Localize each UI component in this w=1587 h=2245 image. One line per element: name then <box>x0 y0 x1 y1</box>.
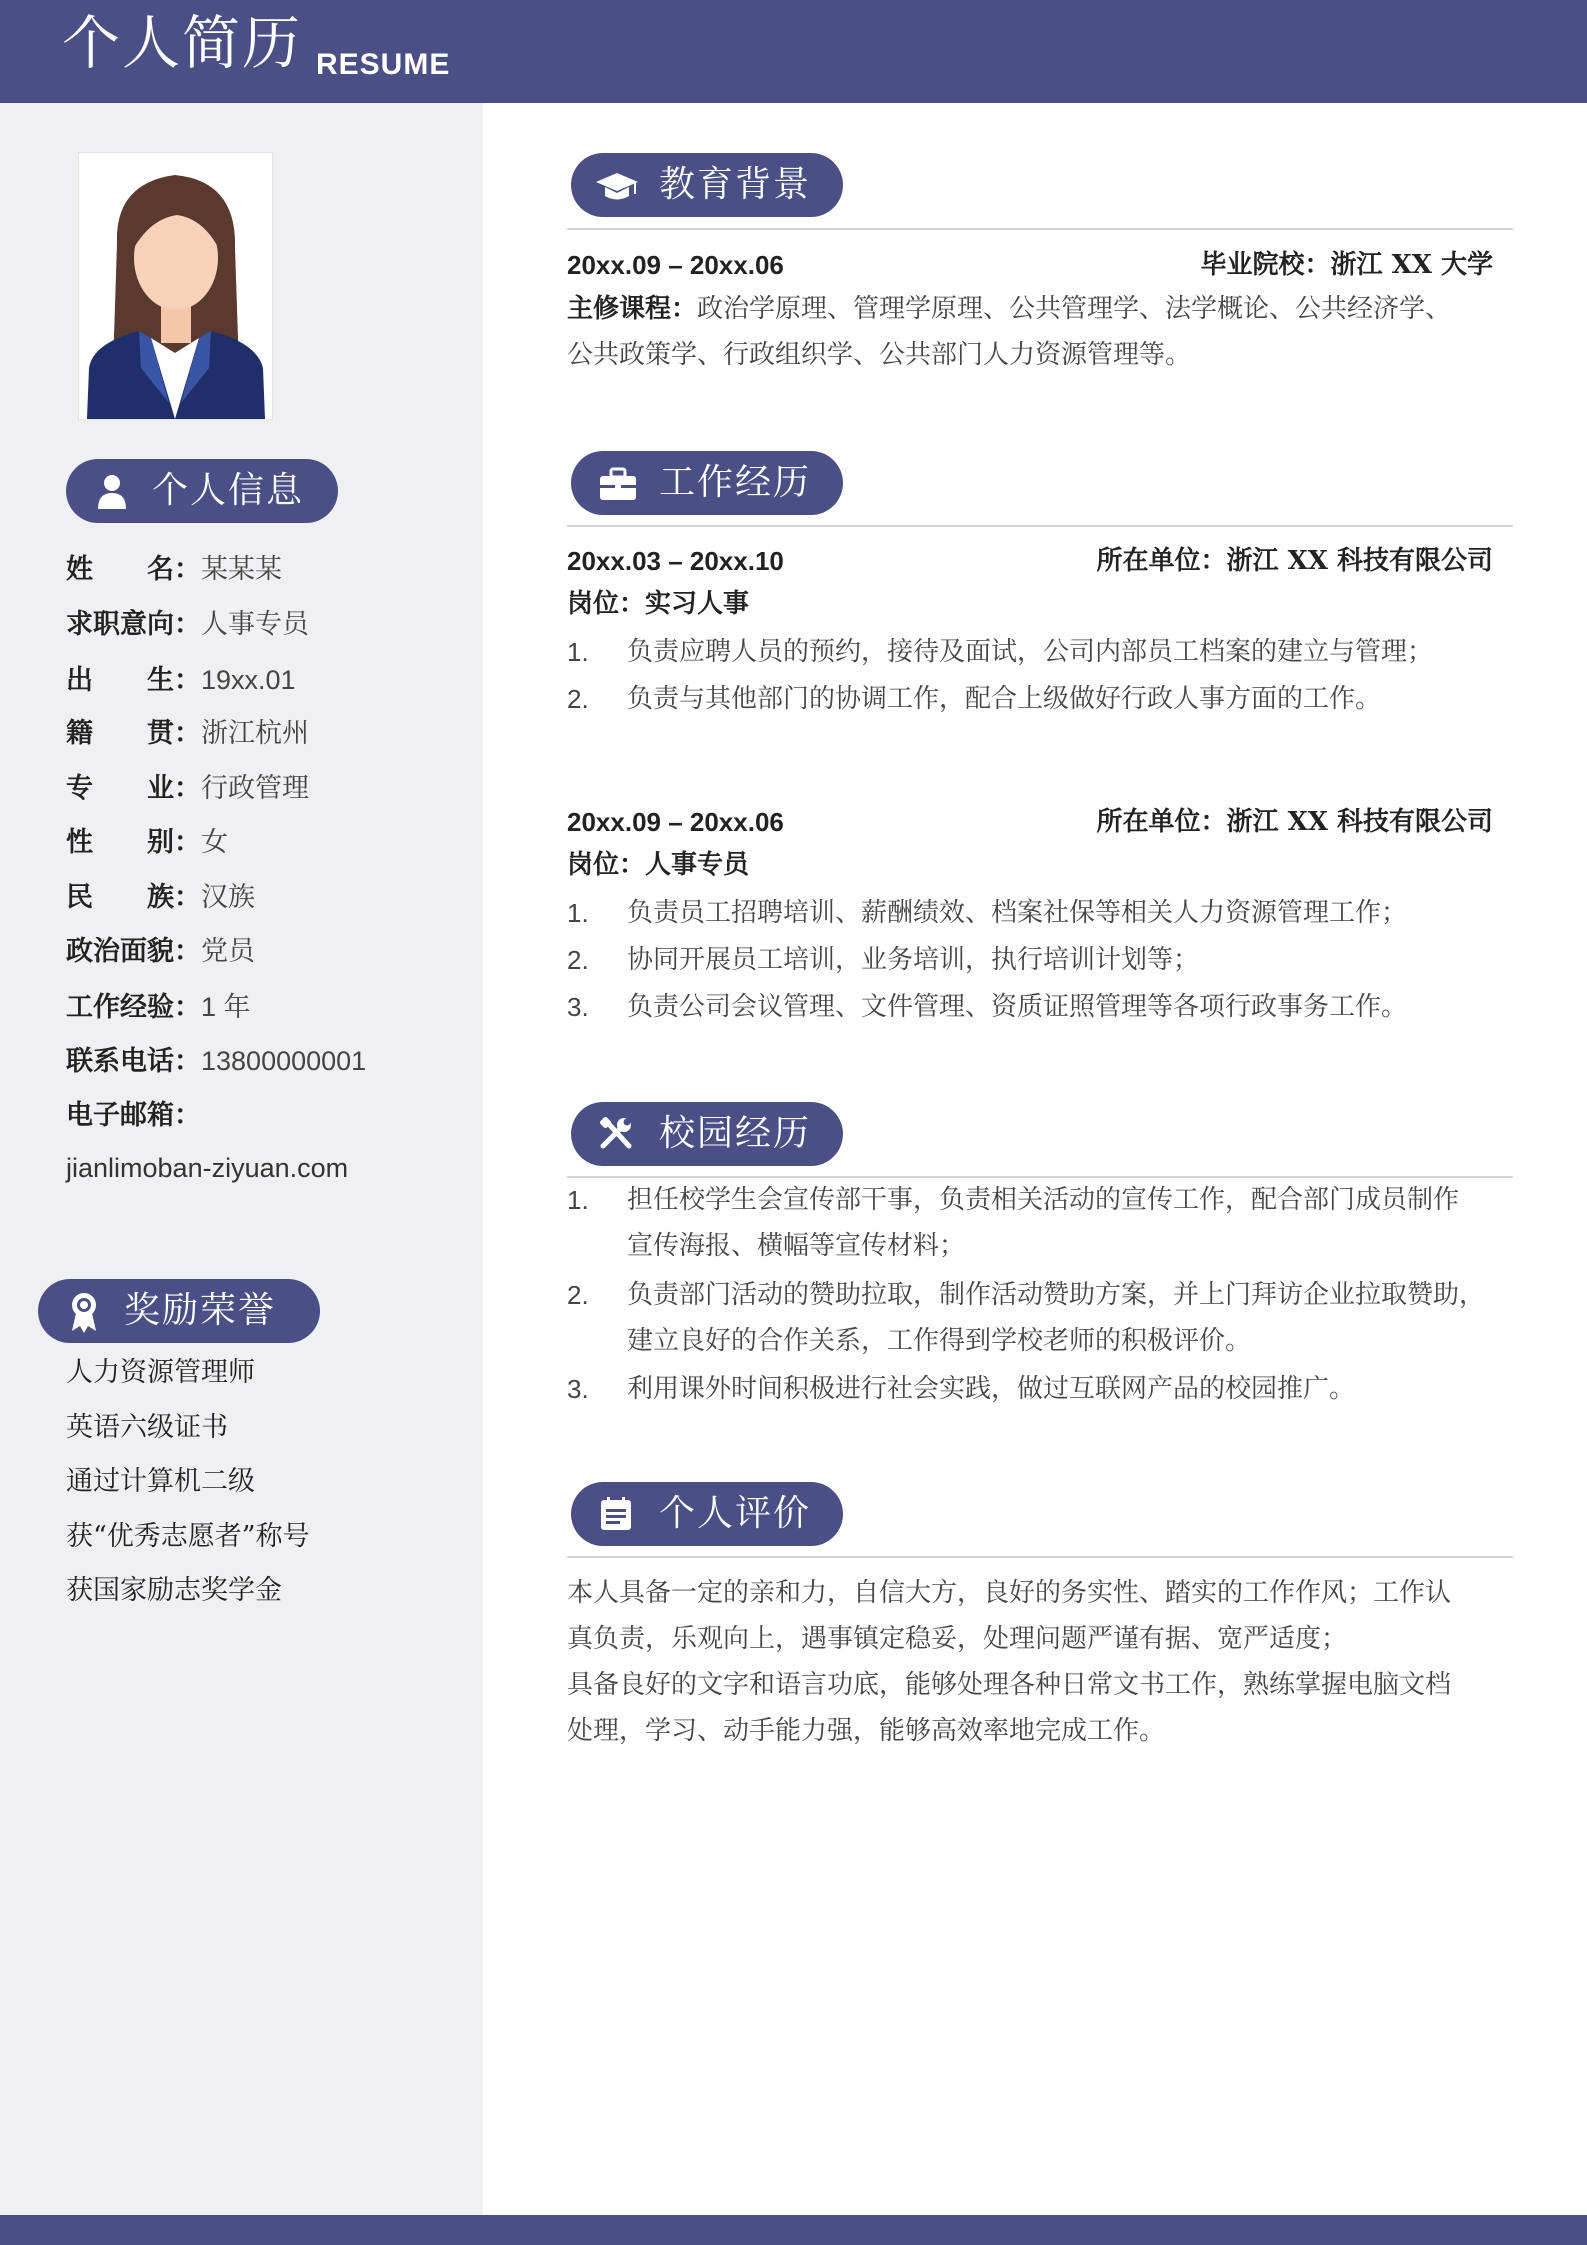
awards-header <box>38 1279 320 1343</box>
evaluation-line: 真负责，乐观向上，遇事镇定稳妥，处理问题严谨有据、宽严适度； <box>567 1624 1348 1654</box>
award-item: 人力资源管理师 <box>66 1357 255 1388</box>
job-row <box>567 543 1513 580</box>
award-item: 获国家励志奖学金 <box>66 1575 282 1606</box>
education-title: 教育背景 <box>659 164 812 205</box>
campus-title: 校园经历 <box>659 1113 812 1154</box>
info-row <box>66 825 228 861</box>
info-label: 政治面貌： <box>66 936 201 967</box>
info-label: 求职意向： <box>66 609 201 640</box>
work-title: 工作经历 <box>659 462 812 503</box>
award-item: 英语六级证书 <box>66 1412 228 1443</box>
info-value: 汉族 <box>201 882 255 913</box>
briefcase-icon <box>599 467 637 501</box>
list-item-text: 利用课外时间积极进行社会实践，做过互联网产品的校园推广。 <box>627 1374 1356 1404</box>
info-row <box>66 1043 366 1080</box>
info-row <box>66 1098 201 1134</box>
personal-info-header <box>66 459 338 523</box>
resume-title: 个人简历 <box>62 9 303 77</box>
graduation-cap-icon <box>595 171 639 203</box>
evaluation-title: 个人评价 <box>659 1493 812 1534</box>
profile-photo <box>78 152 273 420</box>
list-item-text: 建立良好的合作关系，工作得到学校老师的积极评价。 <box>627 1326 1252 1356</box>
list-item-text: 协同开展员工培训，业务培训，执行培训计划等； <box>627 945 1200 975</box>
list-item-text: 负责员工招聘培训、薪酬绩效、档案社保等相关人力资源管理工作； <box>627 898 1408 928</box>
notepad-icon <box>599 1496 633 1532</box>
info-value: 19xx.01 <box>201 665 296 695</box>
job-position: 岗位：人事专员 <box>567 850 750 880</box>
info-label: 民 族： <box>66 882 201 913</box>
info-value: 1 年 <box>201 992 251 1022</box>
info-value: 人事专员 <box>201 609 309 640</box>
evaluation-line: 处理，学习、动手能力强，能够高效率地完成工作。 <box>567 1716 1166 1746</box>
info-label: 出 生： <box>66 665 201 696</box>
info-row <box>66 880 255 916</box>
info-row <box>66 552 282 588</box>
info-value: 党员 <box>201 936 255 967</box>
info-value: 某某某 <box>201 554 282 585</box>
section-divider <box>567 228 1513 230</box>
tools-icon <box>599 1116 635 1152</box>
education-school: 毕业院校：浙江 XX 大学 <box>1200 250 1493 280</box>
info-row <box>66 989 251 1026</box>
section-divider <box>567 525 1513 527</box>
section-divider <box>567 1556 1513 1558</box>
courses-text: 公共政策学、行政组织学、公共部门人力资源管理等。 <box>567 340 1192 370</box>
info-label: 性 别： <box>66 827 201 858</box>
work-header <box>571 451 843 515</box>
list-item-text: 担任校学生会宣传部干事，负责相关活动的宣传工作，配合部门成员制作 <box>627 1185 1460 1215</box>
education-courses <box>567 286 1513 378</box>
evaluation-line: 具备良好的文字和语言功底，能够处理各种日常文书工作，熟练掌握电脑文档 <box>567 1670 1452 1700</box>
footer-bar <box>0 2215 1587 2245</box>
job-position: 岗位：实习人事 <box>567 589 750 619</box>
evaluation-line: 本人具备一定的亲和力，自信大方，良好的务实性、踏实的工作作风；工作认 <box>567 1578 1452 1608</box>
education-date: 20xx.09 – 20xx.06 <box>567 250 784 280</box>
campus-header <box>571 1102 843 1166</box>
info-row <box>66 662 296 699</box>
list-item-text: 负责应聘人员的预约，接待及面试，公司内部员工档案的建立与管理； <box>627 637 1434 667</box>
job-row <box>567 804 1513 841</box>
info-value: 13800000001 <box>201 1046 367 1076</box>
award-ribbon-icon <box>68 1291 100 1333</box>
list-item-text: 负责部门活动的赞助拉取，制作活动赞助方案，并上门拜访企业拉取赞助， <box>627 1280 1486 1310</box>
info-label: 姓 名： <box>66 554 201 585</box>
personal-info-title: 个人信息 <box>152 470 305 511</box>
job-date: 20xx.03 – 20xx.10 <box>567 546 784 576</box>
courses-text: 政治学原理、管理学原理、公共管理学、法学概论、公共经济学、 <box>697 294 1452 324</box>
info-row <box>66 934 255 970</box>
list-item-text: 负责与其他部门的协调工作，配合上级做好行政人事方面的工作。 <box>627 684 1382 714</box>
info-label: 籍 贯： <box>66 718 201 749</box>
info-label: 电子邮箱： <box>66 1100 201 1131</box>
resume-subtitle: RESUME <box>316 48 451 81</box>
awards-title: 奖励荣誉 <box>124 1290 277 1331</box>
info-value: 行政管理 <box>201 773 309 804</box>
evaluation-text <box>567 1570 1513 1754</box>
courses-label: 主修课程： <box>567 294 698 324</box>
award-item: 获“优秀志愿者”称号 <box>66 1521 310 1552</box>
job-company: 所在单位：浙江 XX 科技有限公司 <box>1096 546 1493 576</box>
job-company: 所在单位：浙江 XX 科技有限公司 <box>1096 807 1493 837</box>
education-header <box>571 153 843 217</box>
award-item: 通过计算机二级 <box>66 1466 255 1497</box>
person-icon <box>94 473 130 509</box>
education-row <box>567 247 1513 284</box>
info-label: 专 业： <box>66 773 201 804</box>
info-row <box>66 607 309 643</box>
header-bar <box>0 0 1587 103</box>
evaluation-header <box>571 1482 843 1546</box>
list-item-text: 宣传海报、横幅等宣传材料； <box>627 1231 966 1261</box>
info-label: 联系电话： <box>66 1046 201 1077</box>
list-item-text: 负责公司会议管理、文件管理、资质证照管理等各项行政事务工作。 <box>627 992 1408 1022</box>
info-row <box>66 716 309 752</box>
info-label: 工作经验： <box>66 992 201 1023</box>
info-value: 浙江杭州 <box>201 718 309 749</box>
info-row <box>66 771 309 807</box>
job-date: 20xx.09 – 20xx.06 <box>567 807 784 837</box>
email-value[interactable]: jianlimoban-ziyuan.com <box>66 1153 349 1183</box>
info-value: 女 <box>201 827 228 858</box>
